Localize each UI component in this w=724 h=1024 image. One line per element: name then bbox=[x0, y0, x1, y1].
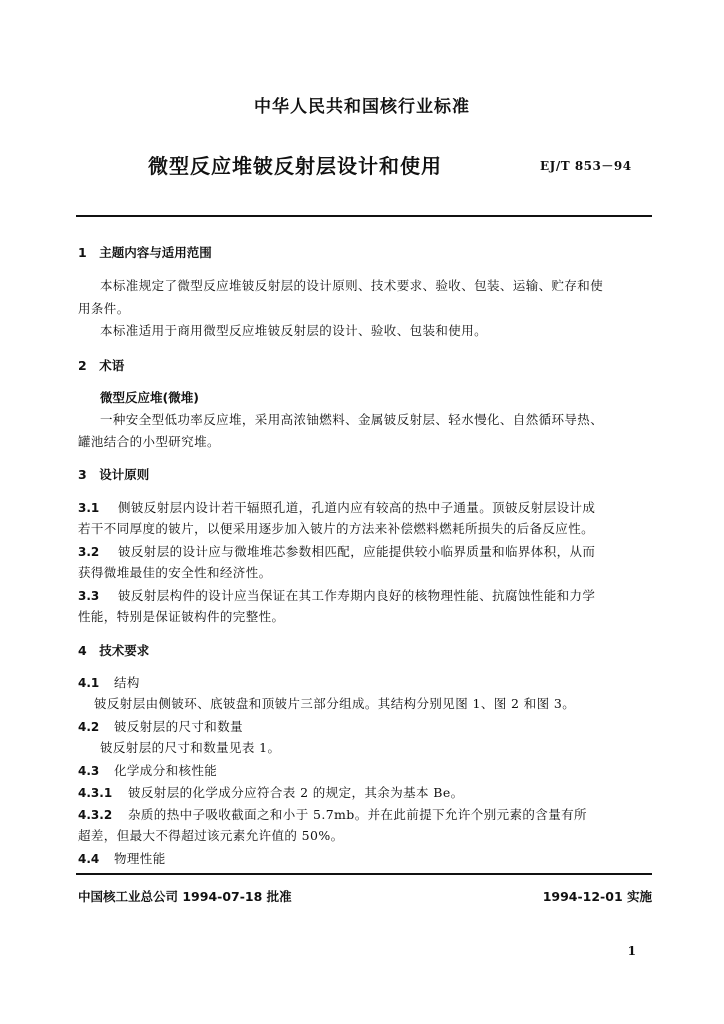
org-header: 中华人民共和国核行业标准 bbox=[254, 97, 470, 117]
clause-4-2-text: 铍反射层的尺寸和数量见表 1。 bbox=[100, 740, 281, 755]
section-3-heading: 3 设计原则 bbox=[78, 467, 150, 482]
clause-4-1-text: 铍反射层由侧铍环、底铍盘和顶铍片三部分组成。其结构分别见图 1、图 2 和图 3。 bbox=[94, 696, 576, 711]
clause-3-2-line2: 获得微堆最佳的安全性和经济性。 bbox=[78, 565, 272, 580]
term-micro-reactor: 微型反应堆(微堆) bbox=[100, 390, 199, 405]
clause-4-3-2 bbox=[78, 804, 587, 823]
clause-4-3-2-line2: 超差，但最大不得超过该元素允许值的 50%。 bbox=[78, 828, 344, 843]
clause-4-3-number: 4.3 bbox=[78, 764, 100, 778]
section-4-heading: 4 技术要求 bbox=[78, 643, 150, 658]
clause-3-2 bbox=[78, 541, 595, 560]
clause-4-3-1 bbox=[78, 782, 464, 801]
term-definition-line2: 罐池结合的小型研究堆。 bbox=[78, 434, 220, 449]
clause-4-4-title: 物理性能 bbox=[114, 851, 166, 866]
clause-4-4-number: 4.4 bbox=[78, 852, 100, 866]
clause-3-3-line1: 铍反射层构件的设计应当保证在其工作寿期内良好的核物理性能、抗腐蚀性能和力学 bbox=[118, 588, 596, 603]
clause-4-4 bbox=[78, 848, 166, 867]
clause-4-3-1-number: 4.3.1 bbox=[78, 786, 113, 800]
header-rule bbox=[76, 215, 652, 217]
clause-3-2-number: 3.2 bbox=[78, 545, 100, 559]
clause-4-2-number: 4.2 bbox=[78, 720, 100, 734]
clause-3-3-number: 3.3 bbox=[78, 589, 100, 603]
clause-3-1-number: 3.1 bbox=[78, 501, 100, 515]
clause-3-3 bbox=[78, 585, 595, 604]
clause-4-2-title: 铍反射层的尺寸和数量 bbox=[114, 719, 244, 734]
clause-4-1 bbox=[78, 672, 140, 691]
section-1-para2: 本标准适用于商用微型反应堆铍反射层的设计、验收、包装和使用。 bbox=[100, 323, 488, 338]
section-1-para1-line2: 用条件。 bbox=[78, 301, 130, 316]
clause-4-3-1-text: 铍反射层的化学成分应符合表 2 的规定，其余为基本 Be。 bbox=[128, 785, 464, 800]
clause-4-2 bbox=[78, 716, 243, 735]
clause-4-1-title: 结构 bbox=[114, 675, 140, 690]
clause-3-1 bbox=[78, 497, 595, 516]
clause-4-3-2-number: 4.3.2 bbox=[78, 808, 113, 822]
clause-4-1-number: 4.1 bbox=[78, 676, 100, 690]
footer-rule bbox=[76, 873, 652, 875]
clause-3-3-line2: 性能，特别是保证铍构件的完整性。 bbox=[78, 609, 285, 624]
standard-code: EJ/T 853－94 bbox=[540, 159, 632, 173]
section-1-heading: 1 主题内容与适用范围 bbox=[78, 245, 212, 260]
section-2-heading: 2 术语 bbox=[78, 358, 125, 373]
approval-line: 中国核工业总公司 1994-07-18 批准 bbox=[78, 889, 292, 904]
clause-4-3-title: 化学成分和核性能 bbox=[114, 763, 218, 778]
clause-3-2-line1: 铍反射层的设计应与微堆堆芯参数相匹配，应能提供较小临界质量和临界体积，从而 bbox=[118, 544, 596, 559]
document-title: 微型反应堆铍反射层设计和使用 bbox=[148, 154, 442, 178]
clause-3-1-line1: 侧铍反射层内设计若干辐照孔道，孔道内应有较高的热中子通量。顶铍反射层设计成 bbox=[118, 500, 596, 515]
clause-4-3 bbox=[78, 760, 217, 779]
clause-4-3-2-line1: 杂质的热中子吸收截面之和小于 5.7mb。并在此前提下允许个别元素的含量有所 bbox=[128, 807, 587, 822]
section-1-para1-line1: 本标准规定了微型反应堆铍反射层的设计原则、技术要求、验收、包装、运输、贮存和使 bbox=[100, 278, 604, 293]
term-definition-line1: 一种安全型低功率反应堆，采用高浓铀燃料、金属铍反射层、轻水慢化、自然循环导热、 bbox=[100, 412, 604, 427]
clause-3-1-line2: 若干不同厚度的铍片，以便采用逐步加入铍片的方法来补偿燃料燃耗所损失的后备反应性。 bbox=[78, 521, 595, 536]
implementation-date: 1994-12-01 实施 bbox=[542, 889, 652, 904]
page-number: 1 bbox=[627, 944, 636, 958]
